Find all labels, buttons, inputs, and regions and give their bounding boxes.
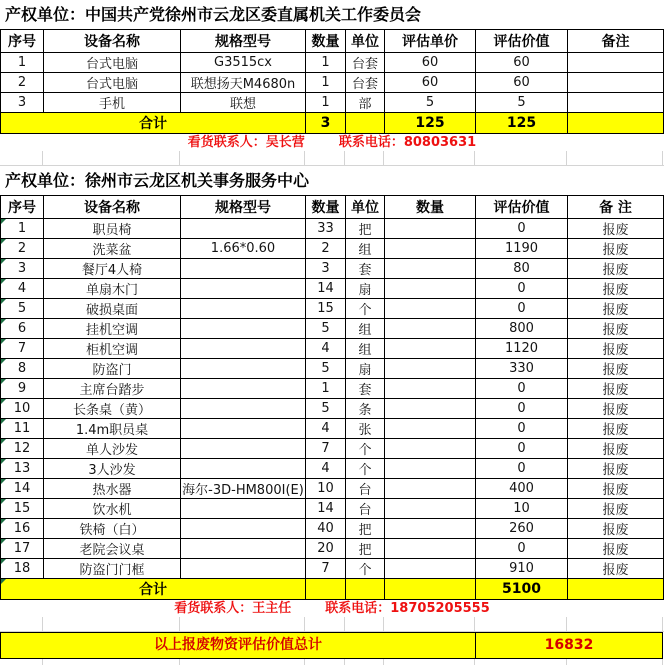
total-unit[interactable]: [346, 579, 385, 600]
table-cell[interactable]: 个: [346, 299, 385, 319]
table-cell[interactable]: 条: [346, 399, 385, 419]
section2-body: [1, 219, 664, 579]
table-cell[interactable]: 职员椅: [44, 219, 181, 239]
table-cell[interactable]: 组: [346, 239, 385, 259]
total-quantity[interactable]: [306, 579, 346, 600]
section1-total-row: [1, 113, 664, 134]
table-cell[interactable]: 报废: [568, 559, 664, 579]
table-cell[interactable]: [385, 559, 476, 579]
contact-viewer-name: 吴长营: [265, 135, 305, 150]
table-cell[interactable]: [181, 519, 306, 539]
table-row: [1, 319, 664, 339]
table-cell[interactable]: [385, 479, 476, 499]
header-appraised-value[interactable]: 评估价值: [476, 30, 568, 53]
total-note[interactable]: [568, 113, 664, 134]
contact-phone-number: 18705205555: [390, 601, 490, 616]
table-cell[interactable]: 报废: [568, 279, 664, 299]
table-row: [1, 73, 664, 93]
table-cell[interactable]: [181, 419, 306, 439]
table-cell[interactable]: [181, 359, 306, 379]
table-row: [1, 519, 664, 539]
table-cell[interactable]: 台式电脑: [44, 73, 181, 93]
table-cell[interactable]: 主席台踏步: [44, 379, 181, 399]
total-quantity[interactable]: 3: [306, 113, 346, 134]
table-cell[interactable]: [385, 259, 476, 279]
table-cell[interactable]: [385, 539, 476, 559]
table-cell[interactable]: 联想: [181, 93, 306, 113]
table-cell[interactable]: 5: [306, 399, 346, 419]
table-cell[interactable]: [181, 279, 306, 299]
table-cell[interactable]: 10: [1, 399, 44, 419]
table-cell[interactable]: 报废: [568, 519, 664, 539]
table-cell[interactable]: 60: [476, 53, 568, 73]
table-cell[interactable]: [385, 339, 476, 359]
grid-cell[interactable]: [305, 151, 345, 165]
table-cell[interactable]: 防盗门门框: [44, 559, 181, 579]
table-cell[interactable]: 报废: [568, 399, 664, 419]
table-cell[interactable]: 联想扬天M4680n: [181, 73, 306, 93]
table-cell[interactable]: [385, 299, 476, 319]
table-cell[interactable]: 把: [346, 539, 385, 559]
table-cell[interactable]: 2: [1, 73, 44, 93]
table-cell[interactable]: 33: [306, 219, 346, 239]
table-cell[interactable]: 报废: [568, 419, 664, 439]
table-cell[interactable]: 5: [385, 93, 476, 113]
table-cell[interactable]: [385, 499, 476, 519]
grid-cell[interactable]: [384, 659, 475, 665]
table-cell[interactable]: 60: [385, 53, 476, 73]
table-cell[interactable]: 餐厅4人椅: [44, 259, 181, 279]
table-cell[interactable]: [385, 359, 476, 379]
grid-cell[interactable]: [475, 659, 567, 665]
table-cell[interactable]: 18: [1, 559, 44, 579]
table-cell[interactable]: 老院会议桌: [44, 539, 181, 559]
table-cell[interactable]: 报废: [568, 379, 664, 399]
section1-contact-line[interactable]: [0, 134, 664, 151]
grid-cell[interactable]: [345, 659, 384, 665]
table-cell[interactable]: 台套: [346, 73, 385, 93]
table-cell[interactable]: [181, 379, 306, 399]
table-cell[interactable]: 3人沙发: [44, 459, 181, 479]
table-cell[interactable]: 张: [346, 419, 385, 439]
table-cell[interactable]: 组: [346, 319, 385, 339]
grid-cell[interactable]: [43, 151, 180, 165]
table-row: [1, 439, 664, 459]
table-cell[interactable]: [568, 73, 664, 93]
table-cell[interactable]: 7: [1, 339, 44, 359]
table-cell[interactable]: 20: [306, 539, 346, 559]
header-device-name[interactable]: 设备名称: [44, 30, 181, 53]
section2-total-row: [1, 579, 664, 600]
table-cell[interactable]: 报废: [568, 479, 664, 499]
table-cell[interactable]: [385, 519, 476, 539]
section1-body: [1, 53, 664, 113]
section2-header-row: [1, 196, 664, 219]
table-cell[interactable]: 13: [1, 459, 44, 479]
section2-table: [0, 195, 664, 600]
contact-phone-label: 联系电话：: [325, 601, 391, 616]
table-cell[interactable]: 1190: [476, 239, 568, 259]
grid-cell[interactable]: [0, 151, 43, 165]
table-cell[interactable]: [181, 259, 306, 279]
grand-total-label[interactable]: 以上报废物资评估价值总计: [1, 633, 476, 658]
table-row: [1, 299, 664, 319]
total-label[interactable]: 合计: [1, 579, 306, 600]
table-cell[interactable]: [181, 399, 306, 419]
table-cell[interactable]: 3: [1, 93, 44, 113]
grid-cell[interactable]: [0, 617, 43, 631]
contact-viewer-name: 王主任: [252, 601, 292, 616]
table-cell[interactable]: [181, 339, 306, 359]
grid-cell[interactable]: [475, 617, 567, 631]
table-row: [1, 559, 664, 579]
grid-cell[interactable]: [305, 617, 345, 631]
table-cell[interactable]: 台式电脑: [44, 53, 181, 73]
table-cell[interactable]: 防盗门: [44, 359, 181, 379]
table-cell[interactable]: 1: [1, 53, 44, 73]
table-cell[interactable]: [385, 239, 476, 259]
table-cell[interactable]: 14: [306, 499, 346, 519]
contact-viewer-label: 看货联系人：: [187, 135, 266, 150]
table-cell[interactable]: 台套: [346, 53, 385, 73]
grid-cell[interactable]: [567, 659, 663, 665]
table-cell[interactable]: 把: [346, 219, 385, 239]
table-cell[interactable]: 台: [346, 499, 385, 519]
table-cell[interactable]: 报废: [568, 219, 664, 239]
table-cell[interactable]: 5: [476, 93, 568, 113]
table-cell[interactable]: 10: [306, 479, 346, 499]
grid-cell[interactable]: [384, 617, 475, 631]
table-cell[interactable]: 14: [1, 479, 44, 499]
table-cell[interactable]: 报废: [568, 339, 664, 359]
table-cell[interactable]: 把: [346, 519, 385, 539]
grid-cell[interactable]: [305, 659, 345, 665]
table-cell[interactable]: 4: [306, 339, 346, 359]
table-cell[interactable]: [385, 419, 476, 439]
table-cell[interactable]: 7: [306, 439, 346, 459]
table-cell[interactable]: 260: [476, 519, 568, 539]
table-cell[interactable]: [181, 319, 306, 339]
table-row: [1, 53, 664, 73]
header-unit[interactable]: 单位: [346, 196, 385, 219]
table-cell[interactable]: 3: [306, 259, 346, 279]
table-cell[interactable]: 0: [476, 379, 568, 399]
header-model[interactable]: 规格型号: [181, 30, 306, 53]
table-cell[interactable]: 长条桌（黄）: [44, 399, 181, 419]
header-model[interactable]: 规格型号: [181, 196, 306, 219]
table-cell[interactable]: 80: [476, 259, 568, 279]
total-label[interactable]: 合计: [1, 113, 306, 134]
table-cell[interactable]: 60: [476, 73, 568, 93]
table-cell[interactable]: 60: [385, 73, 476, 93]
table-cell[interactable]: 组: [346, 339, 385, 359]
table-cell[interactable]: 报废: [568, 439, 664, 459]
grid-cell[interactable]: [180, 151, 305, 165]
table-cell[interactable]: 6: [1, 319, 44, 339]
grid-cell[interactable]: [43, 617, 180, 631]
table-cell[interactable]: 40: [306, 519, 346, 539]
table-row: [1, 479, 664, 499]
table-row: [1, 339, 664, 359]
section1-header-row: [1, 30, 664, 53]
table-cell[interactable]: 个: [346, 459, 385, 479]
table-cell[interactable]: [385, 459, 476, 479]
table-row: [1, 499, 664, 519]
table-cell[interactable]: 1: [306, 53, 346, 73]
table-cell[interactable]: 0: [476, 299, 568, 319]
table-cell[interactable]: 0: [476, 219, 568, 239]
table-cell[interactable]: 10: [476, 499, 568, 519]
section2-title[interactable]: 产权单位：徐州市云龙区机关事务服务中心: [5, 171, 310, 190]
table-cell[interactable]: 4: [306, 419, 346, 439]
table-cell[interactable]: [181, 499, 306, 519]
header-note[interactable]: 备注: [568, 30, 664, 53]
table-cell[interactable]: 部: [346, 93, 385, 113]
grid-cell[interactable]: [180, 617, 305, 631]
table-cell[interactable]: 800: [476, 319, 568, 339]
table-row: [1, 239, 664, 259]
total-note[interactable]: [568, 579, 664, 600]
contact-phone-label: 联系电话：: [338, 135, 404, 150]
table-cell[interactable]: 5: [306, 319, 346, 339]
table-cell[interactable]: [568, 53, 664, 73]
table-row: [1, 419, 664, 439]
table-row: [1, 539, 664, 559]
contact-viewer-label: 看货联系人：: [174, 601, 253, 616]
empty-grid-row: [0, 659, 664, 665]
table-cell[interactable]: 铁椅（白）: [44, 519, 181, 539]
total-quantity-2[interactable]: [385, 579, 476, 600]
table-cell[interactable]: [385, 379, 476, 399]
table-cell[interactable]: 个: [346, 439, 385, 459]
table-cell[interactable]: 扇: [346, 359, 385, 379]
table-cell[interactable]: [181, 299, 306, 319]
grid-cell[interactable]: [567, 617, 663, 631]
table-cell[interactable]: 5: [306, 359, 346, 379]
table-cell[interactable]: 16: [1, 519, 44, 539]
header-index[interactable]: 序号: [1, 196, 44, 219]
table-cell[interactable]: 报废: [568, 499, 664, 519]
table-cell[interactable]: 报废: [568, 299, 664, 319]
table-row: [1, 459, 664, 479]
table-cell[interactable]: 1120: [476, 339, 568, 359]
table-cell[interactable]: 套: [346, 259, 385, 279]
table-cell[interactable]: [385, 439, 476, 459]
section1-table: [0, 29, 664, 134]
section2-contact-line[interactable]: [0, 600, 664, 617]
table-cell[interactable]: 热水器: [44, 479, 181, 499]
table-cell[interactable]: 报废: [568, 359, 664, 379]
header-unit-price[interactable]: 评估单价: [385, 30, 476, 53]
table-cell[interactable]: 报废: [568, 459, 664, 479]
table-cell[interactable]: 3: [1, 259, 44, 279]
table-cell[interactable]: 0: [476, 439, 568, 459]
table-cell[interactable]: 17: [1, 539, 44, 559]
table-cell[interactable]: 1.4m职员桌: [44, 419, 181, 439]
table-cell[interactable]: 破损桌面: [44, 299, 181, 319]
table-cell[interactable]: 1: [306, 93, 346, 113]
total-unit-price[interactable]: 125: [385, 113, 476, 134]
table-row: [1, 399, 664, 419]
table-row: [1, 279, 664, 299]
grand-total-value[interactable]: 16832: [476, 633, 662, 658]
table-cell[interactable]: 910: [476, 559, 568, 579]
table-cell[interactable]: 个: [346, 559, 385, 579]
table-cell[interactable]: 11: [1, 419, 44, 439]
table-cell[interactable]: 报废: [568, 239, 664, 259]
grand-total-row: [0, 632, 663, 659]
table-cell[interactable]: 套: [346, 379, 385, 399]
grid-cell[interactable]: [43, 659, 180, 665]
table-cell[interactable]: 4: [1, 279, 44, 299]
table-cell[interactable]: 14: [306, 279, 346, 299]
table-cell[interactable]: 0: [476, 539, 568, 559]
table-row: [1, 259, 664, 279]
table-cell[interactable]: 报废: [568, 319, 664, 339]
table-row: [1, 219, 664, 239]
header-quantity[interactable]: 数量: [306, 30, 346, 53]
table-cell[interactable]: 1: [1, 219, 44, 239]
header-unit[interactable]: 单位: [346, 30, 385, 53]
table-cell[interactable]: 0: [476, 419, 568, 439]
grid-cell[interactable]: [345, 617, 384, 631]
table-row: [1, 359, 664, 379]
grid-cell[interactable]: [345, 151, 384, 165]
table-cell[interactable]: 0: [476, 459, 568, 479]
table-cell[interactable]: 1: [306, 379, 346, 399]
header-appraised-value[interactable]: 评估价值: [476, 196, 568, 219]
table-cell[interactable]: 2: [306, 239, 346, 259]
table-cell[interactable]: G3515cx: [181, 53, 306, 73]
total-appraised-value[interactable]: 125: [476, 113, 568, 134]
table-cell[interactable]: 5: [1, 299, 44, 319]
table-cell[interactable]: [385, 219, 476, 239]
table-cell[interactable]: [181, 539, 306, 559]
table-cell[interactable]: 4: [306, 459, 346, 479]
table-cell[interactable]: 洗菜盆: [44, 239, 181, 259]
contact-phone-number: 80803631: [403, 135, 477, 150]
table-cell[interactable]: 7: [306, 559, 346, 579]
header-quantity-2[interactable]: 数量: [385, 196, 476, 219]
section1-title[interactable]: 产权单位：中国共产党徐州市云龙区委直属机关工作委员会: [5, 5, 422, 24]
table-cell[interactable]: [385, 399, 476, 419]
table-cell[interactable]: 1.66*0.60: [181, 239, 306, 259]
empty-grid-row: [0, 617, 664, 632]
table-cell[interactable]: 2: [1, 239, 44, 259]
table-cell[interactable]: 挂机空调: [44, 319, 181, 339]
table-cell[interactable]: [181, 559, 306, 579]
table-cell[interactable]: [385, 319, 476, 339]
header-device-name[interactable]: 设备名称: [44, 196, 181, 219]
header-index[interactable]: 序号: [1, 30, 44, 53]
grid-cell[interactable]: [0, 659, 43, 665]
table-cell[interactable]: 报废: [568, 259, 664, 279]
table-cell[interactable]: [568, 93, 664, 113]
grid-cell[interactable]: [567, 151, 663, 165]
table-cell[interactable]: 台: [346, 479, 385, 499]
table-row: [1, 93, 664, 113]
table-cell[interactable]: 15: [306, 299, 346, 319]
table-cell[interactable]: [181, 439, 306, 459]
table-cell[interactable]: [385, 279, 476, 299]
total-unit[interactable]: [346, 113, 385, 134]
table-cell[interactable]: 海尔-3D-HM800I(E): [181, 479, 306, 499]
table-cell[interactable]: 1: [306, 73, 346, 93]
table-cell[interactable]: 单人沙发: [44, 439, 181, 459]
table-cell[interactable]: 9: [1, 379, 44, 399]
table-cell[interactable]: 扇: [346, 279, 385, 299]
table-cell[interactable]: 单扇木门: [44, 279, 181, 299]
table-cell[interactable]: [181, 459, 306, 479]
table-cell[interactable]: 0: [476, 279, 568, 299]
table-cell[interactable]: 报废: [568, 539, 664, 559]
header-note[interactable]: 备 注: [568, 196, 664, 219]
empty-grid-row: [0, 151, 664, 166]
total-appraised-value[interactable]: 5100: [476, 579, 568, 600]
grid-cell[interactable]: [475, 151, 567, 165]
table-cell[interactable]: 手机: [44, 93, 181, 113]
table-cell[interactable]: 15: [1, 499, 44, 519]
grid-cell[interactable]: [384, 151, 475, 165]
table-row: [1, 379, 664, 399]
table-cell[interactable]: 400: [476, 479, 568, 499]
table-cell[interactable]: 0: [476, 399, 568, 419]
table-cell[interactable]: [181, 219, 306, 239]
header-quantity[interactable]: 数量: [306, 196, 346, 219]
table-cell[interactable]: 330: [476, 359, 568, 379]
table-cell[interactable]: 柜机空调: [44, 339, 181, 359]
table-cell[interactable]: 8: [1, 359, 44, 379]
table-cell[interactable]: 饮水机: [44, 499, 181, 519]
grid-cell[interactable]: [180, 659, 305, 665]
table-cell[interactable]: 12: [1, 439, 44, 459]
